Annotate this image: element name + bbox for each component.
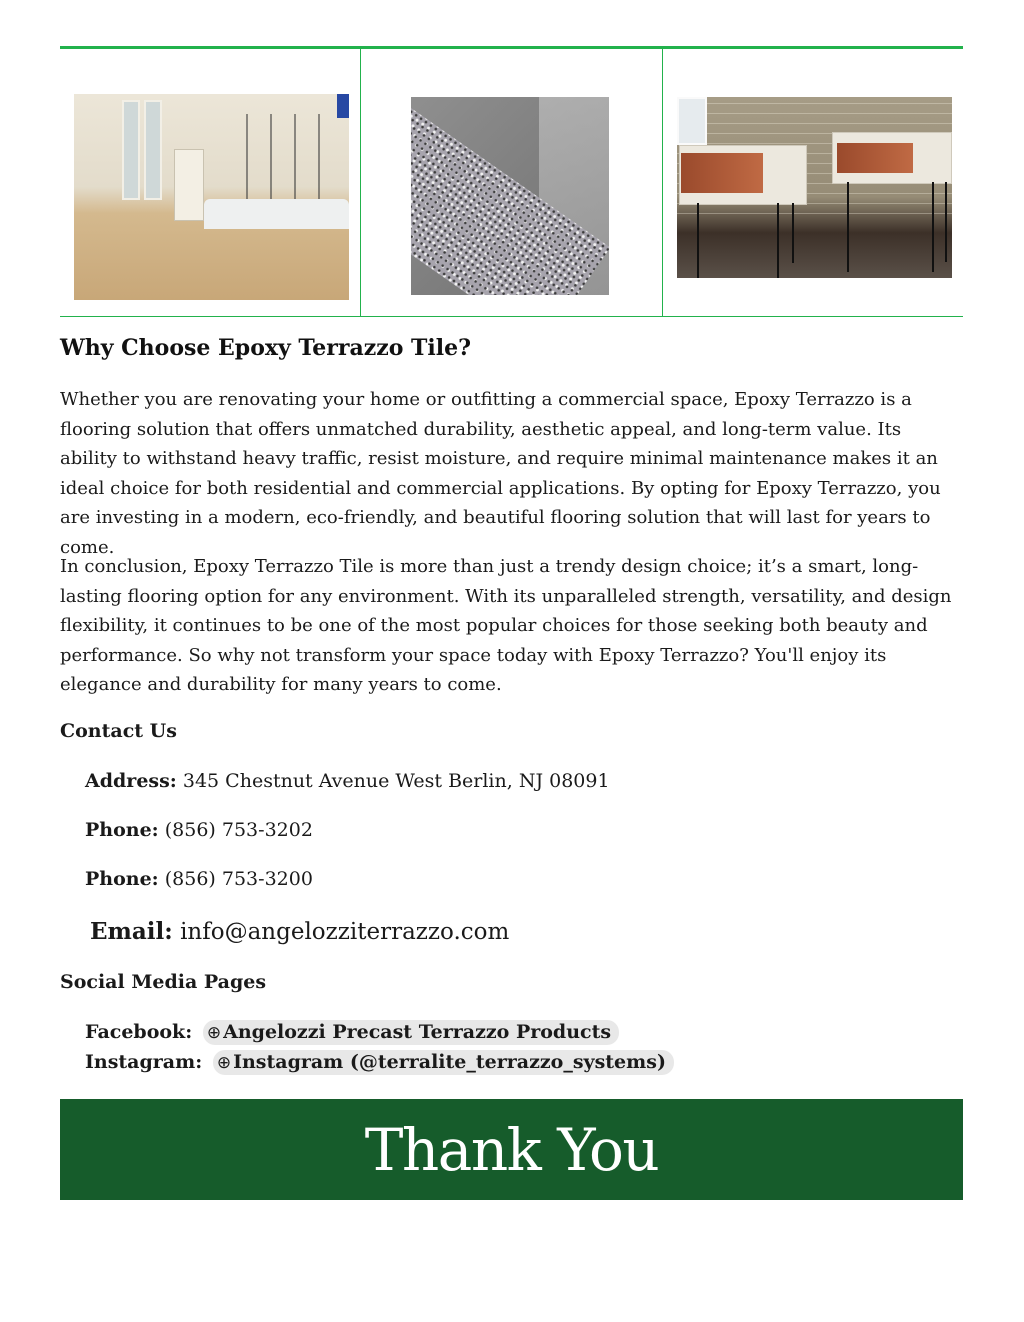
phone-line-2 [85, 868, 313, 890]
phone-label-2: Phone: [85, 868, 159, 890]
section-title: Why Choose Epoxy Terrazzo Tile? [60, 335, 471, 361]
address-value: 345 Chestnut Avenue West Berlin, NJ 08091 [182, 770, 610, 792]
instagram-link-chip[interactable] [213, 1050, 674, 1075]
terrazzo-slab-photo [411, 97, 609, 295]
photo-cell-1 [60, 49, 360, 316]
email-label: Email: [90, 918, 173, 945]
instagram-label: Instagram: [85, 1051, 203, 1073]
email-line [90, 918, 509, 945]
instagram-line [85, 1050, 674, 1075]
hall-interior-photo [74, 94, 349, 300]
contact-heading: Contact Us [60, 720, 177, 742]
address-label: Address: [85, 770, 177, 792]
facebook-label: Facebook: [85, 1021, 193, 1043]
paragraph-conclusion: In conclusion, Epoxy Terrazzo Tile is more than just a trendy design choice; it’s a smart, long-lasting flooring option for any environment. With its unparalleled strength, versatility, and design flexibility, it continues to be one of the most popular choices for those seeking both beauty and performance. So why not transform your space today with Epoxy Terrazzo? You'll enjoy its elegance and durability for many years to come. [60, 556, 952, 695]
thank-you-text: Thank You [364, 1115, 659, 1184]
thank-you-banner [60, 1099, 963, 1200]
photo-cell-3 [662, 49, 963, 316]
facebook-link-chip[interactable] [203, 1020, 619, 1045]
phone-value-1[interactable]: (856) 753-3202 [164, 819, 313, 841]
email-value[interactable]: info@angelozziterrazzo.com [180, 919, 510, 945]
address-line [85, 770, 610, 792]
terrazzo-console-tables-photo [677, 97, 952, 278]
globe-icon: ⊕ [216, 1053, 232, 1073]
instagram-link-text: Instagram (@terralite_terrazzo_systems) [233, 1051, 666, 1073]
facebook-link-text: Angelozzi Precast Terrazzo Products [223, 1021, 612, 1043]
paragraph-why-choose: Whether you are renovating your home or outfitting a commercial space, Epoxy Terrazzo is a flooring solution that offers unmatched durability, aesthetic appeal, and long-term value. Its ability to withstand heavy traffic, resist moisture, and require minimal maintenance makes it an ideal choice for both residential and commercial applications. By opting for Epoxy Terrazzo, you are investing in a modern, eco-friendly, and beautiful flooring solution that will last for years to come. [60, 389, 941, 558]
photo-cell-2 [360, 49, 661, 316]
photo-grid [60, 46, 963, 317]
social-heading: Social Media Pages [60, 971, 267, 993]
phone-value-2[interactable]: (856) 753-3200 [164, 868, 313, 890]
globe-icon: ⊕ [206, 1023, 222, 1043]
facebook-line [85, 1020, 619, 1045]
phone-label-1: Phone: [85, 819, 159, 841]
phone-line-1 [85, 819, 313, 841]
